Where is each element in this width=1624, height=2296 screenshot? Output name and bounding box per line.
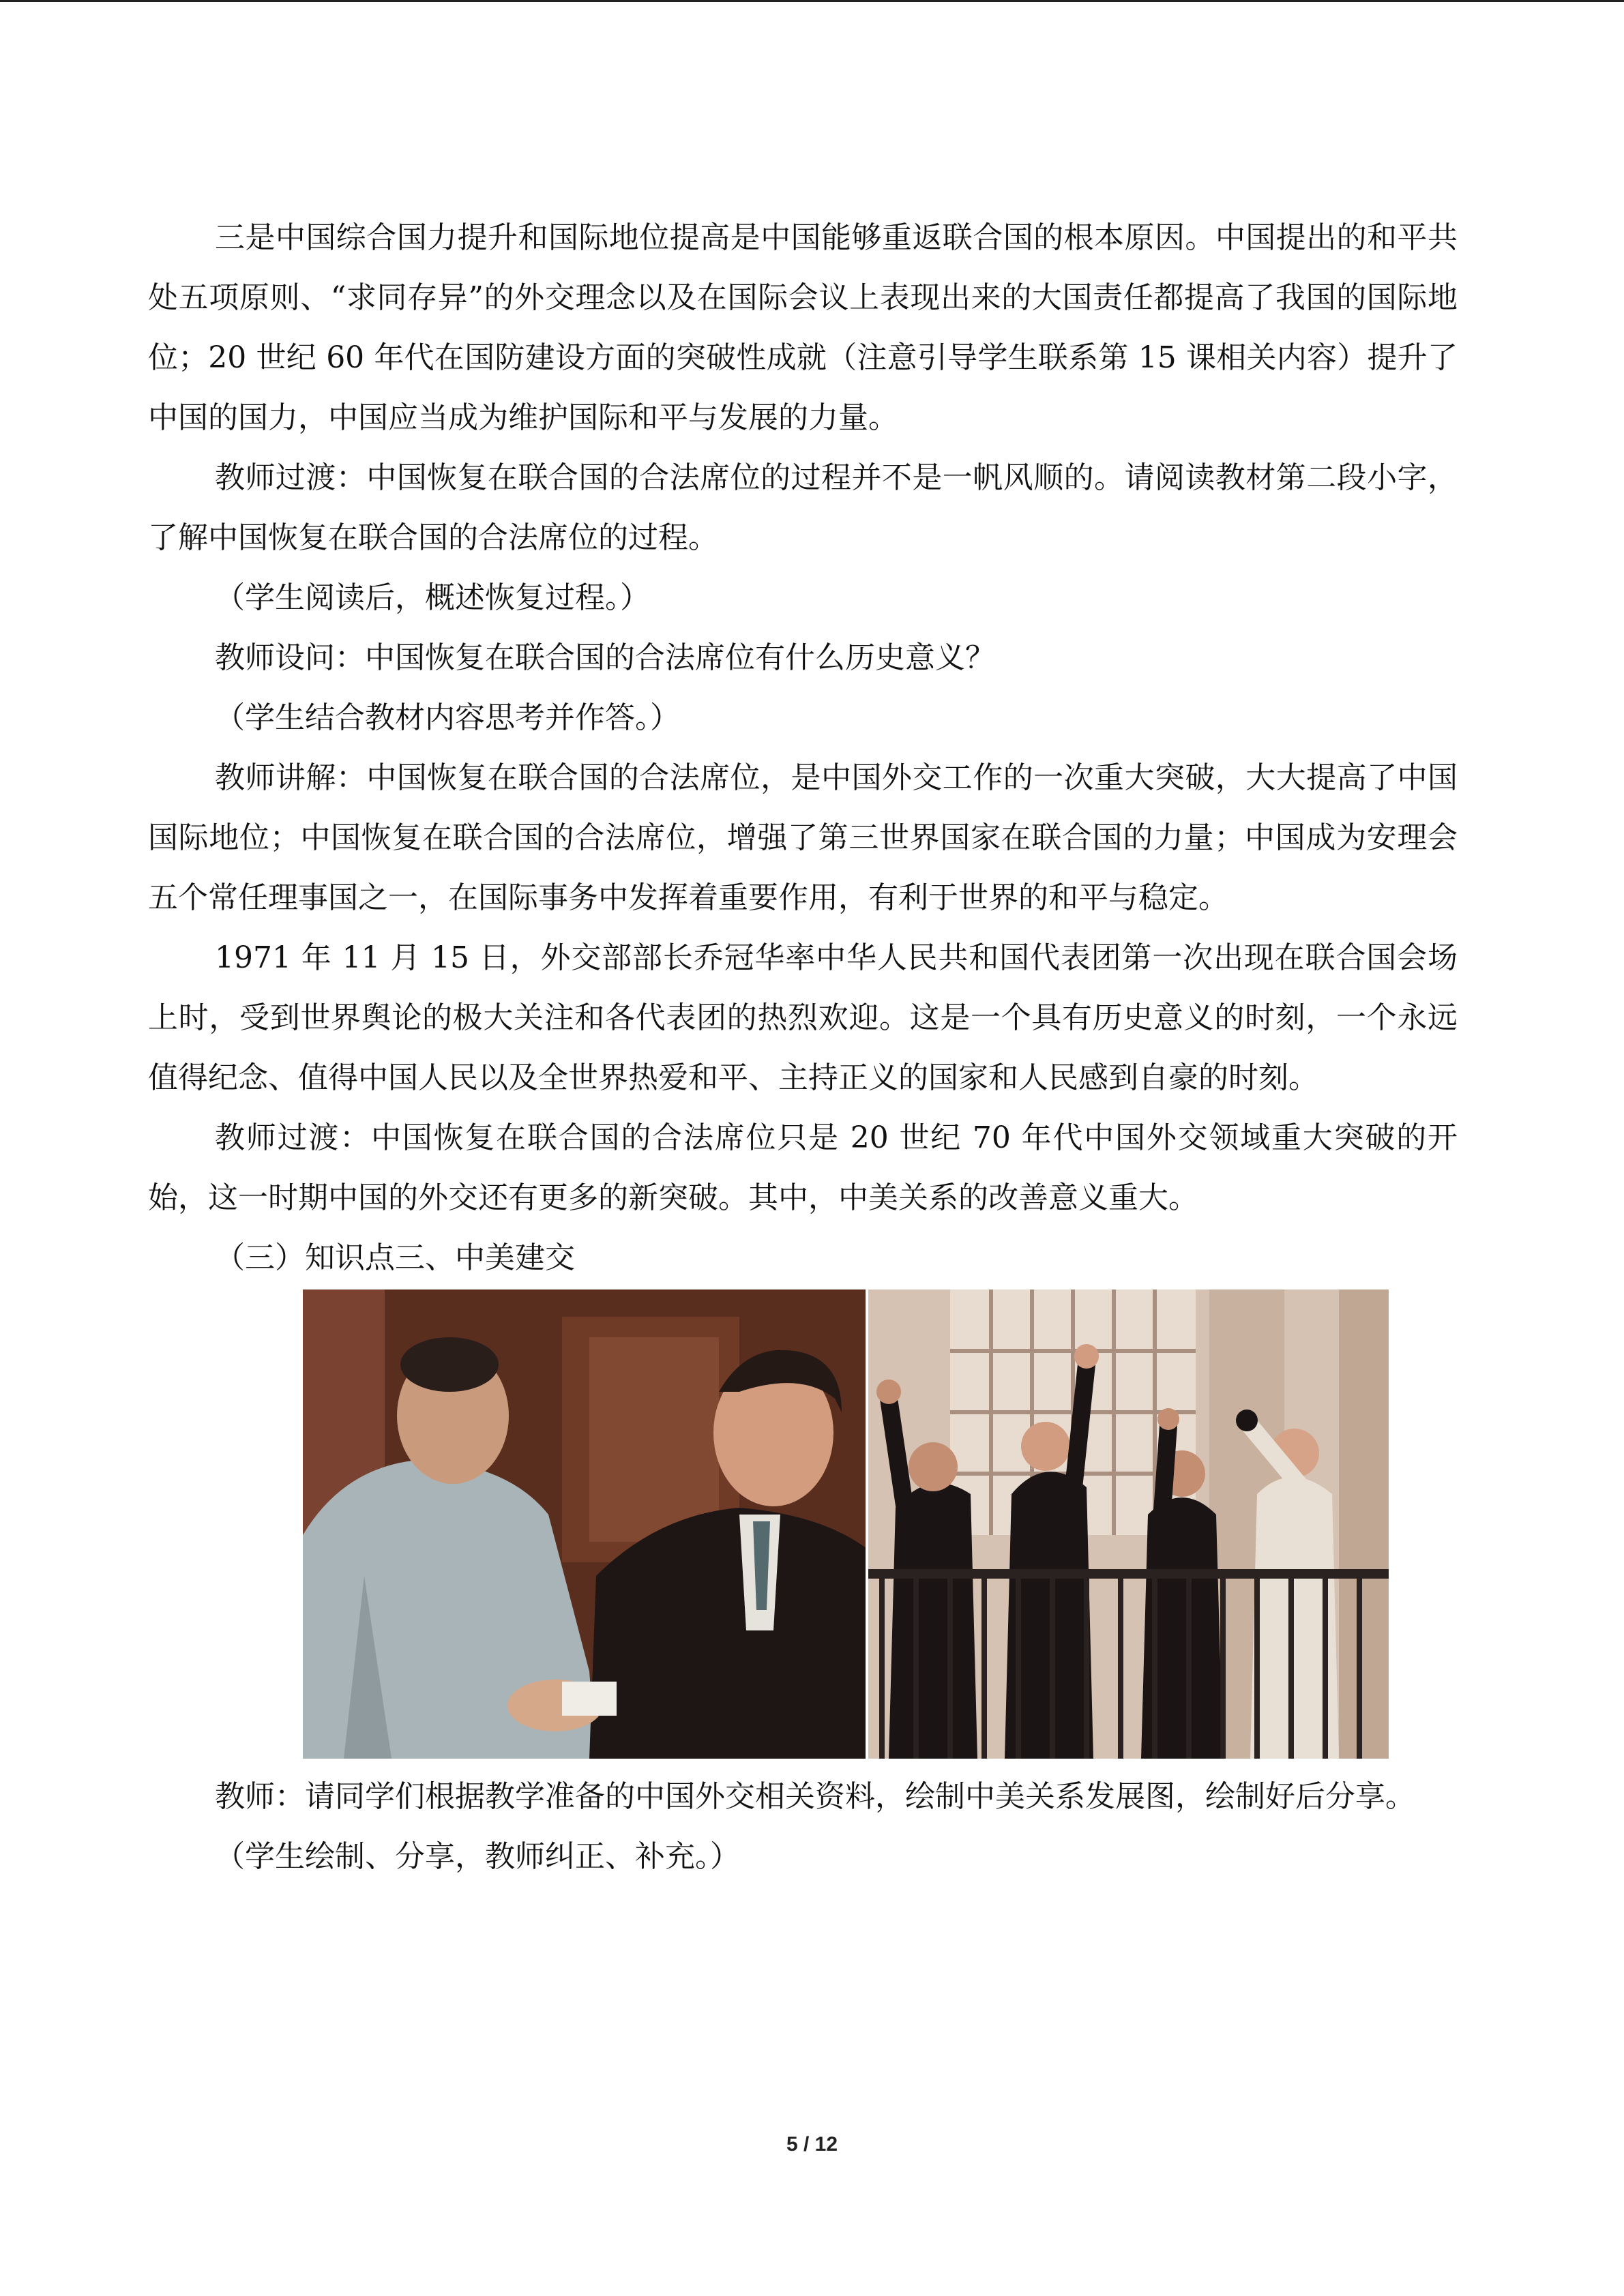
- paragraph-after-photos-1: 教师：请同学们根据教学准备的中国外交相关资料，绘制中美关系发展图，绘制好后分享。: [215, 1779, 1415, 1814]
- paragraph-2: 教师过渡：中国恢复在联合国的合法席位的过程并不是一帆风顺的。请阅读教材第二段小字，了解中国恢复在联合国的合法席位的过程。: [148, 460, 1458, 555]
- paragraph-4: 教师设问：中国恢复在联合国的合法席位有什么历史意义？: [215, 640, 995, 675]
- paragraph-8: 教师过渡：中国恢复在联合国的合法席位只是 20 世纪 70 年代中国外交领域重大突破的开始，这一时期中国的外交还有更多的新突破。其中，中美关系的改善意义重大。: [148, 1120, 1458, 1215]
- page-number: 5 / 12: [786, 2133, 838, 2156]
- document-body: [148, 208, 1458, 1887]
- paragraph-3: （学生阅读后，概述恢复过程。）: [215, 580, 650, 615]
- paragraph-5: （学生结合教材内容思考并作答。）: [215, 700, 680, 735]
- paragraph-1: 三是中国综合国力提升和国际地位提高是中国能够重返联合国的根本原因。中国提出的和平共处五项原则、“求同存异”的外交理念以及在国际会议上表现出来的大国责任都提高了我国的国际地位；20 世纪 60 年代在国防建设方面的突破性成就（注意引导学生联系第 15 课相关内容）提升了中国的国力，中国应当成为维护国际和平与发展的力量。: [148, 220, 1458, 435]
- top-border: [0, 0, 1624, 2]
- paragraph-6: 教师讲解：中国恢复在联合国的合法席位，是中国外交工作的一次重大突破，大大提高了中国国际地位；中国恢复在联合国的合法席位，增强了第三世界国家在联合国的力量；中国成为安理会五个常任理事国之一，在国际事务中发挥着重要作用，有利于世界的和平与稳定。: [148, 760, 1458, 915]
- handshake-photo: [303, 1289, 866, 1759]
- section-heading: （三）知识点三、中美建交: [215, 1240, 575, 1275]
- paragraph-7: 1971 年 11 月 15 日，外交部部长乔冠华率中华人民共和国代表团第一次出现在联合国会场上时，受到世界舆论的极大关注和各代表团的热烈欢迎。这是一个具有历史意义的时刻，一个永远值得纪念、值得中国人民以及全世界热爱和平、主持正义的国家和人民感到自豪的时刻。: [148, 940, 1458, 1095]
- paragraph-after-photos-2: （学生绘制、分享，教师纠正、补充。）: [215, 1839, 740, 1874]
- historical-photos: [303, 1289, 1389, 1759]
- balcony-photo: [868, 1289, 1389, 1759]
